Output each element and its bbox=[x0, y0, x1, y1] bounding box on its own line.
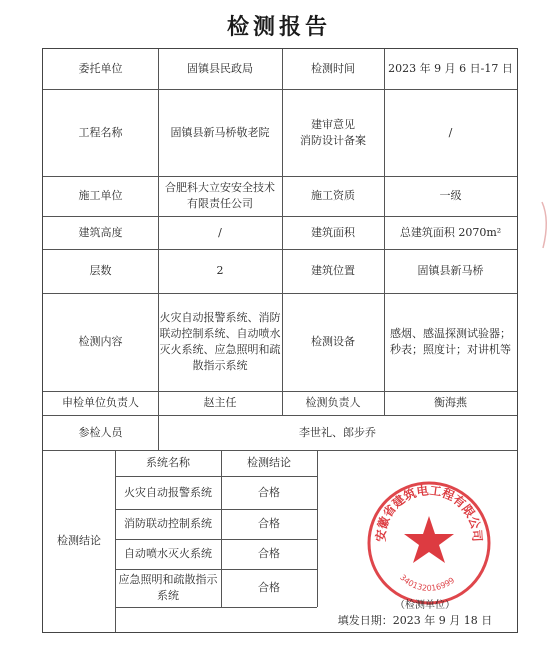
inspectors-value: 李世礼、郎步乔 bbox=[299, 425, 376, 439]
client-label: 委托单位 bbox=[78, 62, 123, 75]
location-label: 建筑位置 bbox=[311, 264, 355, 277]
system-result-cell: 合格 bbox=[258, 517, 280, 530]
test-time-label: 检测时间 bbox=[311, 62, 355, 75]
test-content-line: 散指示系统 bbox=[192, 359, 248, 372]
inspectors-label: 参检人员 bbox=[78, 425, 123, 439]
builder-line: 有限责任公司 bbox=[187, 197, 253, 210]
test-responsible-value: 衡海燕 bbox=[434, 396, 467, 409]
builder-value bbox=[158, 176, 282, 216]
seal-text: 安徽省建筑电工程有限公司 bbox=[373, 483, 485, 543]
test-content-line: 灭火系统、应急照明和疏 bbox=[159, 343, 281, 356]
equipment-line: 感烟、感温探测试验器； bbox=[390, 327, 511, 340]
system-result-cell: 合格 bbox=[258, 485, 280, 499]
location-value: 固镇县新马桥 bbox=[417, 264, 484, 277]
qualification-value: 一级 bbox=[439, 189, 462, 202]
review-opinion-value: / bbox=[448, 125, 453, 139]
area-label: 建筑面积 bbox=[311, 225, 355, 239]
col-divider bbox=[317, 450, 318, 607]
project-name-value: 固镇县新马桥敬老院 bbox=[170, 125, 270, 139]
floors-value: 2 bbox=[216, 264, 224, 277]
area-value: 总建筑面积 2070m² bbox=[399, 225, 502, 239]
seal-caption: （检测单位） bbox=[395, 600, 455, 611]
height-value: / bbox=[218, 225, 222, 239]
applicant-responsible-value: 赵主任 bbox=[203, 396, 237, 409]
conclusion-label: 检测结论 bbox=[57, 534, 101, 547]
system-name-cell: 火灾自动报警系统 bbox=[124, 485, 212, 499]
equipment-line: 秒表；照度计；对讲机等 bbox=[390, 343, 511, 356]
system-result-cell: 合格 bbox=[258, 581, 280, 594]
test-content-value bbox=[158, 293, 282, 391]
test-content-line: 联动控制系统、自动喷水 bbox=[159, 327, 281, 340]
builder-label: 施工单位 bbox=[78, 189, 123, 202]
test-content-label: 检测内容 bbox=[78, 335, 123, 348]
page-edge-mark bbox=[540, 200, 552, 250]
applicant-responsible-label: 申检单位负责人 bbox=[62, 396, 139, 409]
official-seal bbox=[364, 478, 494, 608]
height-label: 建筑高度 bbox=[78, 225, 123, 239]
report-title: 检测报告 bbox=[226, 15, 331, 40]
client-value: 固镇县民政局 bbox=[187, 62, 253, 75]
issue-date: 填发日期：2023 年 9 月 18 日 bbox=[337, 614, 493, 627]
qualification-label: 施工资质 bbox=[311, 189, 355, 202]
project-name-label: 工程名称 bbox=[78, 125, 123, 139]
seal-star bbox=[404, 516, 454, 563]
test-time-value: 2023 年 9 月 6 日-17 日 bbox=[388, 62, 513, 75]
seal-number: 340132016999 bbox=[398, 572, 457, 593]
builder-line: 合肥科大立安安全技术 bbox=[165, 181, 275, 194]
equipment-label: 检测设备 bbox=[311, 335, 355, 348]
system-name-header: 系统名称 bbox=[146, 456, 190, 469]
system-result-cell: 合格 bbox=[258, 547, 280, 560]
equipment-value bbox=[384, 293, 517, 391]
system-name-cell bbox=[115, 569, 221, 607]
result-header: 检测结论 bbox=[247, 456, 291, 469]
floors-label: 层数 bbox=[89, 264, 112, 277]
review-opinion-label bbox=[282, 89, 384, 176]
system-name-line: 应急照明和疏散指示 bbox=[118, 573, 218, 586]
system-name-line: 系统 bbox=[157, 589, 179, 602]
review-opinion-line: 消防设计备案 bbox=[300, 133, 366, 147]
system-name-cell: 自动喷水灭火系统 bbox=[124, 547, 212, 560]
inner-row-divider bbox=[115, 607, 317, 608]
test-responsible-label: 检测负责人 bbox=[305, 396, 361, 409]
system-name-cell: 消防联动控制系统 bbox=[124, 517, 212, 530]
review-opinion-line: 建审意见 bbox=[311, 117, 355, 131]
test-content-line: 火灾自动报警系统、消防 bbox=[159, 311, 281, 324]
